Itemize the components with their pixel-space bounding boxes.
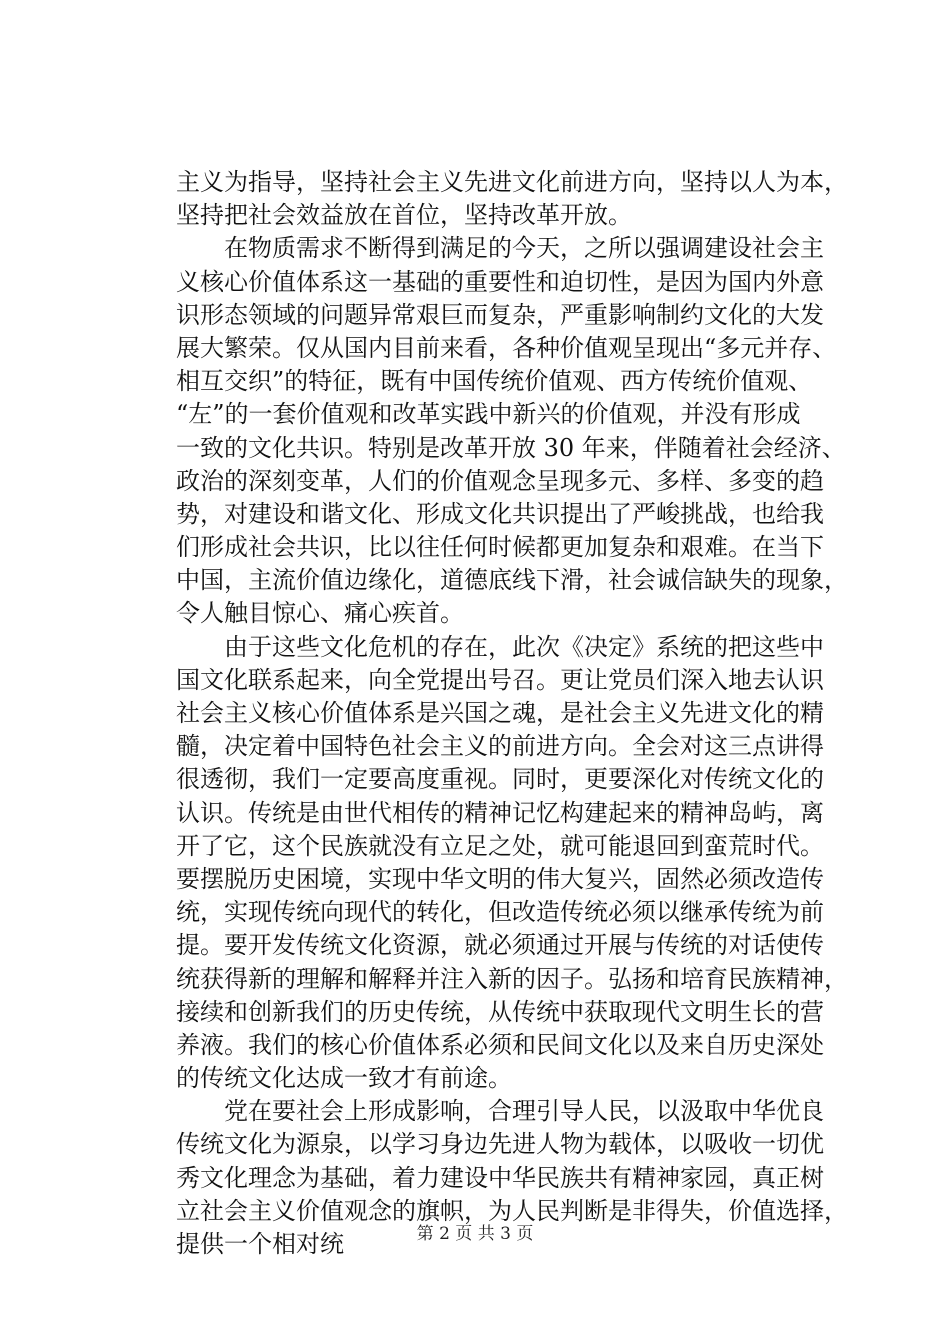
text-line: 势，对建设和谐文化、形成文化共识提出了严峻挑战，也给我: [176, 499, 824, 528]
text-line: 髓，决定着中国特色社会主义的前进方向。全会对这三点讲得: [176, 732, 824, 761]
text-line: 很透彻，我们一定要高度重视。同时，更要深化对传统文化的: [176, 765, 824, 794]
text-line: 国文化联系起来，向全党提出号召。更让党员们深入地去认识: [176, 665, 824, 694]
text-line: 接续和创新我们的历史传统，从传统中获取现代文明生长的营: [176, 997, 824, 1026]
text-line: 的传统文化达成一致才有前途。: [176, 1064, 512, 1093]
text-line: 养液。我们的核心价值体系必须和民间文化以及来自历史深处: [176, 1030, 824, 1059]
paragraph-start-line: 党在要社会上形成影响，合理引导人民，以汲取中华优良: [224, 1097, 824, 1126]
text-line: 认识。传统是由世代相传的精神记忆构建起来的精神岛屿，离: [176, 798, 824, 827]
text-line: “左”的一套价值观和改革实践中新兴的价值观，并没有形成: [176, 400, 801, 429]
text-line: 中国，主流价值边缘化，道德底线下滑，社会诚信缺失的现象，: [176, 566, 848, 595]
text-line: 社会主义核心价值体系是兴国之魂，是社会主义先进文化的精: [176, 699, 824, 727]
text-line: 坚持把社会效益放在首位，坚持改革开放。: [176, 201, 632, 230]
text-line: 提。要开发传统文化资源，就必须通过开展与传统的对话使传: [176, 931, 824, 960]
text-line: 们形成社会共识，比以往任何时候都更加复杂和艰难。在当下: [176, 533, 824, 562]
text-line: 要摆脱历史困境，实现中华文明的伟大复兴，固然必须改造传: [176, 864, 824, 893]
text-line: 展大繁荣。仅从国内目前来看，各种价值观呈现出“多元并存、: [176, 333, 837, 362]
text-line: 统，实现传统向现代的转化，但改造传统必须以继承传统为前: [176, 898, 824, 927]
text-line: 令人触目惊心、痛心疾首。: [176, 599, 464, 628]
text-line: 政治的深刻变革，人们的价值观念呈现多元、多样、多变的趋: [176, 466, 824, 495]
text-line: 统获得新的理解和解释并注入新的因子。弘扬和培育民族精神，: [176, 964, 848, 993]
text-line: 相互交织”的特征，既有中国传统价值观、西方传统价值观、: [176, 367, 813, 396]
text-line: 传统文化为源泉，以学习身边先进人物为载体，以吸收一切优: [176, 1130, 824, 1159]
paragraph-start-line: 由于这些文化危机的存在，此次《决定》系统的把这些中: [224, 632, 824, 661]
text-line: 一致的文化共识。特别是改革开放 30 年来，伴随着社会经济、: [176, 433, 846, 462]
text-line: 提供一个相对统: [176, 1230, 344, 1258]
text-line: 开了它，这个民族就没有立足之处，就可能退回到蛮荒时代。: [176, 831, 824, 860]
page-number-label: 第 2 页 共 3 页: [416, 1224, 534, 1244]
text-line: 识形态领域的问题异常艰巨而复杂，严重影响制约文化的大发: [176, 300, 824, 329]
body-text: [176, 166, 876, 1261]
text-line: 立社会主义价值观念的旗帜，为人民判断是非得失，价值选择，: [176, 1196, 848, 1225]
paragraph-start-line: 在物质需求不断得到满足的今天，之所以强调建设社会主: [224, 234, 824, 263]
page-footer: [0, 1222, 950, 1246]
text-line: 义核心价值体系这一基础的重要性和迫切性，是因为国内外意: [176, 267, 824, 296]
text-line: 主义为指导，坚持社会主义先进文化前进方向，坚持以人为本，: [176, 168, 848, 196]
text-line: 秀文化理念为基础，着力建设中华民族共有精神家园，真正树: [176, 1163, 824, 1192]
